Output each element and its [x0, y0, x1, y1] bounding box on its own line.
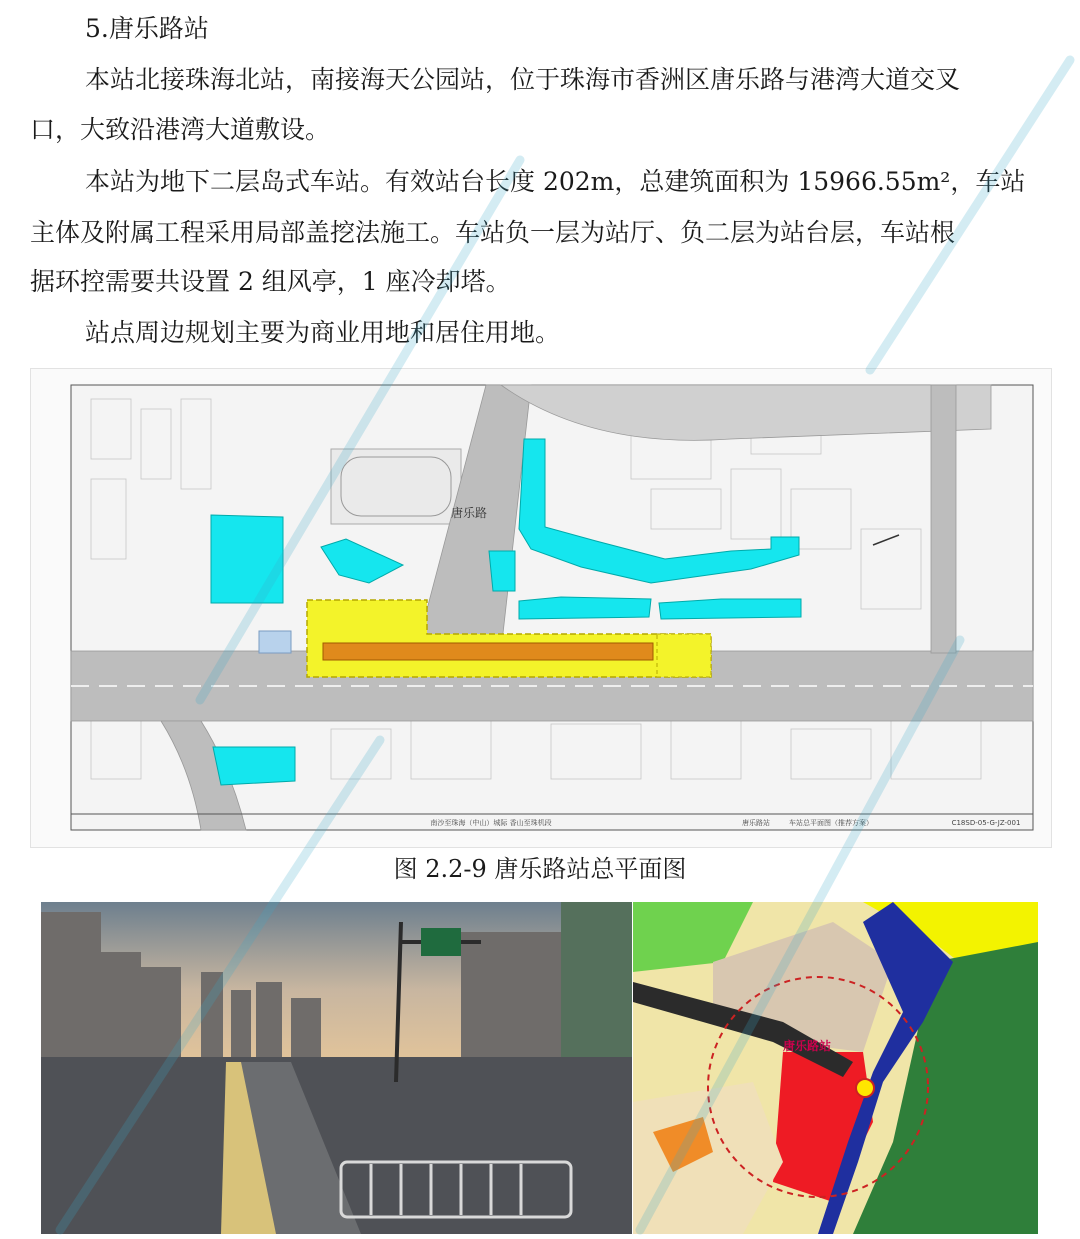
- paragraph-2-line-1: 本站为地下二层岛式车站。有效站台长度 202m，总建筑面积为 15966.55m²，车站: [85, 167, 1026, 196]
- title-block-number: C18SD-05-G-JZ-001: [951, 819, 1021, 827]
- site-plan-figure: [30, 368, 1052, 848]
- paragraph-1-line-1: 本站北接珠海北站，南接海天公园站，位于珠海市香洲区唐乐路与港湾大道交叉: [85, 65, 961, 94]
- land-use-drawing: [633, 902, 1038, 1234]
- title-block-drawing: 车站总平面图（推荐方案）: [789, 819, 873, 827]
- side-road-east: [931, 385, 956, 653]
- paragraph-2-line-3: 据环控需要共设置 2 组风亭，1 座冷却塔。: [30, 267, 511, 296]
- paragraph-3: 站点周边规划主要为商业用地和居住用地。: [85, 318, 561, 347]
- site-plan-drawing: [31, 369, 1051, 847]
- street-photo: [41, 902, 632, 1234]
- watermark-stroke: [870, 60, 1070, 370]
- paragraph-2-line-2: 主体及附属工程采用局部盖挖法施工。车站负一层为站厅、负二层为站台层，车站根: [30, 218, 956, 247]
- figure-caption: 图 2.2-9 唐乐路站总平面图: [393, 855, 687, 883]
- land-use-map: [633, 902, 1038, 1234]
- street-photo-drawing: [41, 902, 632, 1234]
- road-sign: [421, 928, 461, 956]
- section-heading: 5.唐乐路站: [85, 14, 209, 43]
- exit-structure: [259, 631, 291, 653]
- road-label: 唐乐路: [451, 506, 488, 520]
- station-marker-icon: [856, 1079, 874, 1097]
- paragraph-1-line-2: 口，大致沿港湾大道敷设。: [30, 115, 331, 144]
- title-block-station: 唐乐路站: [742, 819, 770, 827]
- title-block-project: 南沙至珠海（中山）城际 香山至珠机段: [430, 819, 552, 827]
- platform-strip: [323, 643, 653, 660]
- station-map-label: 唐乐路站: [783, 1039, 832, 1053]
- station-annex: [657, 634, 711, 677]
